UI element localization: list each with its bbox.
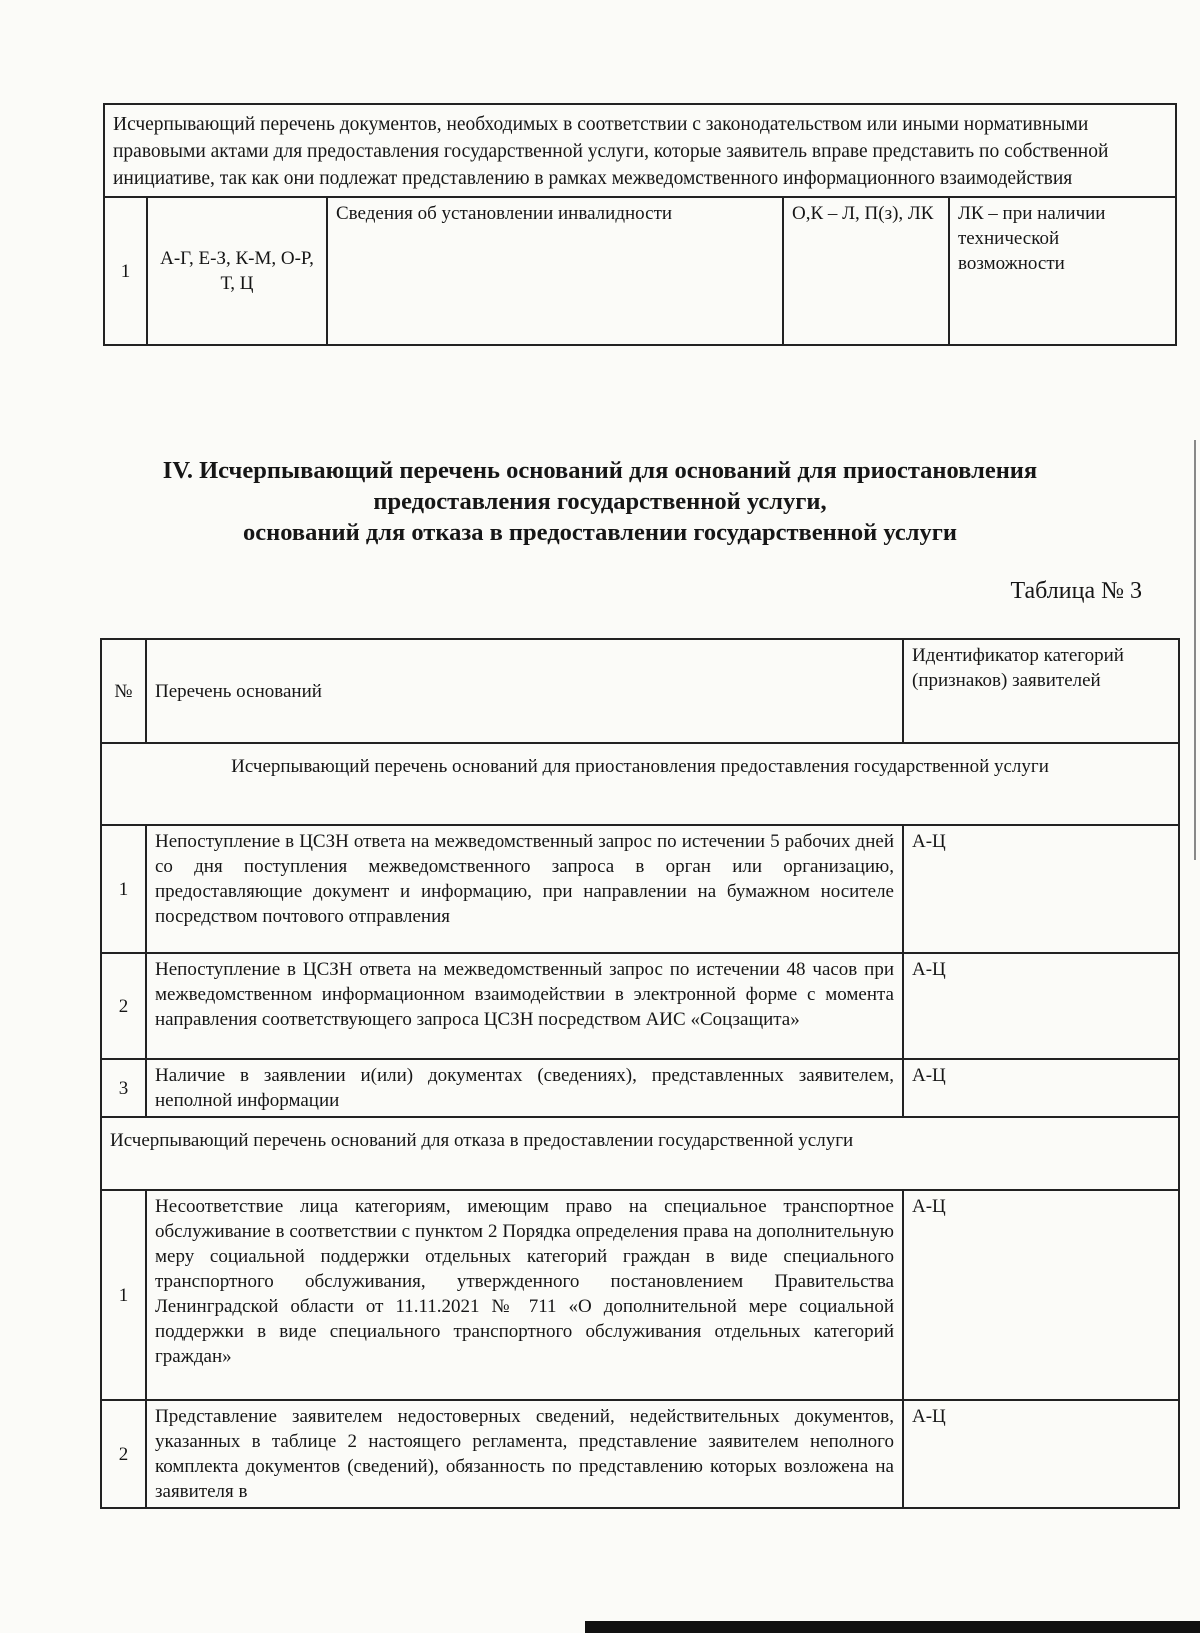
suspension-section-row (101, 743, 1179, 825)
refusal-section-row (101, 1117, 1179, 1190)
header-identifier: Идентификатор категорий (признаков) заявителей (903, 639, 1179, 743)
row-number: 1 (104, 197, 147, 345)
table-row (101, 953, 1179, 1059)
row-number: 2 (101, 953, 146, 1059)
table-row (101, 825, 1179, 953)
documents-table-header-row (104, 104, 1176, 197)
row-identifier: А-Ц (903, 1400, 1179, 1508)
row-identifier: А-Ц (903, 1059, 1179, 1117)
table-row (104, 197, 1176, 345)
row-text: Непоступление в ЦСЗН ответа на межведомственный запрос по истечении 5 рабочих дней со дня поступления межведомственного запроса в орган или организацию, предоставляющие документ и информацию, при направлении на бумажном носителе посредством почтового отправления (146, 825, 903, 953)
table-row (101, 1190, 1179, 1400)
row-document: Сведения об установлении инвалидности (327, 197, 783, 345)
row-identifier: А-Ц (903, 825, 1179, 953)
row-number: 2 (101, 1400, 146, 1508)
row-identifier: А-Ц (903, 1190, 1179, 1400)
table-row (101, 1400, 1179, 1508)
row-text: Несоответствие лица категориям, имеющим право на специальное транспортное обслуживание в соответствии с пунктом 2 Порядка определения права на дополнительную меру социальной поддержки отдельных категорий граждан в виде специального транспортного обслуживания, утвержденного постановлением Правительства Ленинградской области от 11.11.2021 № 711 «О дополнительной мере социальной поддержки в виде специального транспортного обслуживания отдельных категорий граждан» (146, 1190, 903, 1400)
row-form: О,К – Л, П(з), ЛК (783, 197, 949, 345)
header-list: Перечень оснований (146, 639, 903, 743)
section-heading-line: оснований для отказа в предоставлении государственной услуги (243, 519, 957, 546)
row-number: 1 (101, 825, 146, 953)
section-heading-line: предоставления государственной услуги, (373, 488, 827, 515)
section-heading-line: IV. Исчерпывающий перечень оснований для оснований для приостановления (162, 457, 1038, 484)
header-num: № (101, 639, 146, 743)
row-number: 1 (101, 1190, 146, 1400)
scan-edge-mark (1194, 440, 1196, 860)
scan-bottom-edge (585, 1621, 1200, 1633)
refusal-section-title: Исчерпывающий перечень оснований для отказа в предоставлении государственной услуги (101, 1117, 1179, 1190)
table-row (101, 1059, 1179, 1117)
grounds-table-header-row (101, 639, 1179, 743)
grounds-table (100, 638, 1180, 1509)
suspension-section-title: Исчерпывающий перечень оснований для приостановления предоставления государственной услуги (101, 743, 1179, 825)
row-text: Наличие в заявлении и(или) документах (сведениях), представленных заявителем, неполной информации (146, 1059, 903, 1117)
row-number: 3 (101, 1059, 146, 1117)
documents-table-header: Исчерпывающий перечень документов, необходимых в соответствии с законодательством или иными нормативными правовыми актами для предоставления государственной услуги, которые заявитель вправе представить по собственной инициативе, так как они подлежат представлению в рамках межведомственного информационного взаимодействия (104, 104, 1176, 197)
row-note: ЛК – при наличии технической возможности (949, 197, 1176, 345)
row-text: Непоступление в ЦСЗН ответа на межведомственный запрос по истечении 48 часов при межведомственном информационном взаимодействии в электронной форме с момента направления соответствующего запроса ЦСЗН посредством АИС «Соцзащита» (146, 953, 903, 1059)
row-categories: А-Г, Е-З, К-М, О-Р, Т, Ц (147, 197, 327, 345)
table-label: Таблица № 3 (1010, 578, 1142, 604)
section-heading (80, 455, 1120, 548)
row-text: Представление заявителем недостоверных сведений, недействительных документов, указанных в таблице 2 настоящего регламента, представление заявителем неполного комплекта документов (сведений), обязанность по представлению которых возложена на заявителя в (146, 1400, 903, 1508)
row-identifier: А-Ц (903, 953, 1179, 1059)
documents-table (103, 103, 1177, 346)
